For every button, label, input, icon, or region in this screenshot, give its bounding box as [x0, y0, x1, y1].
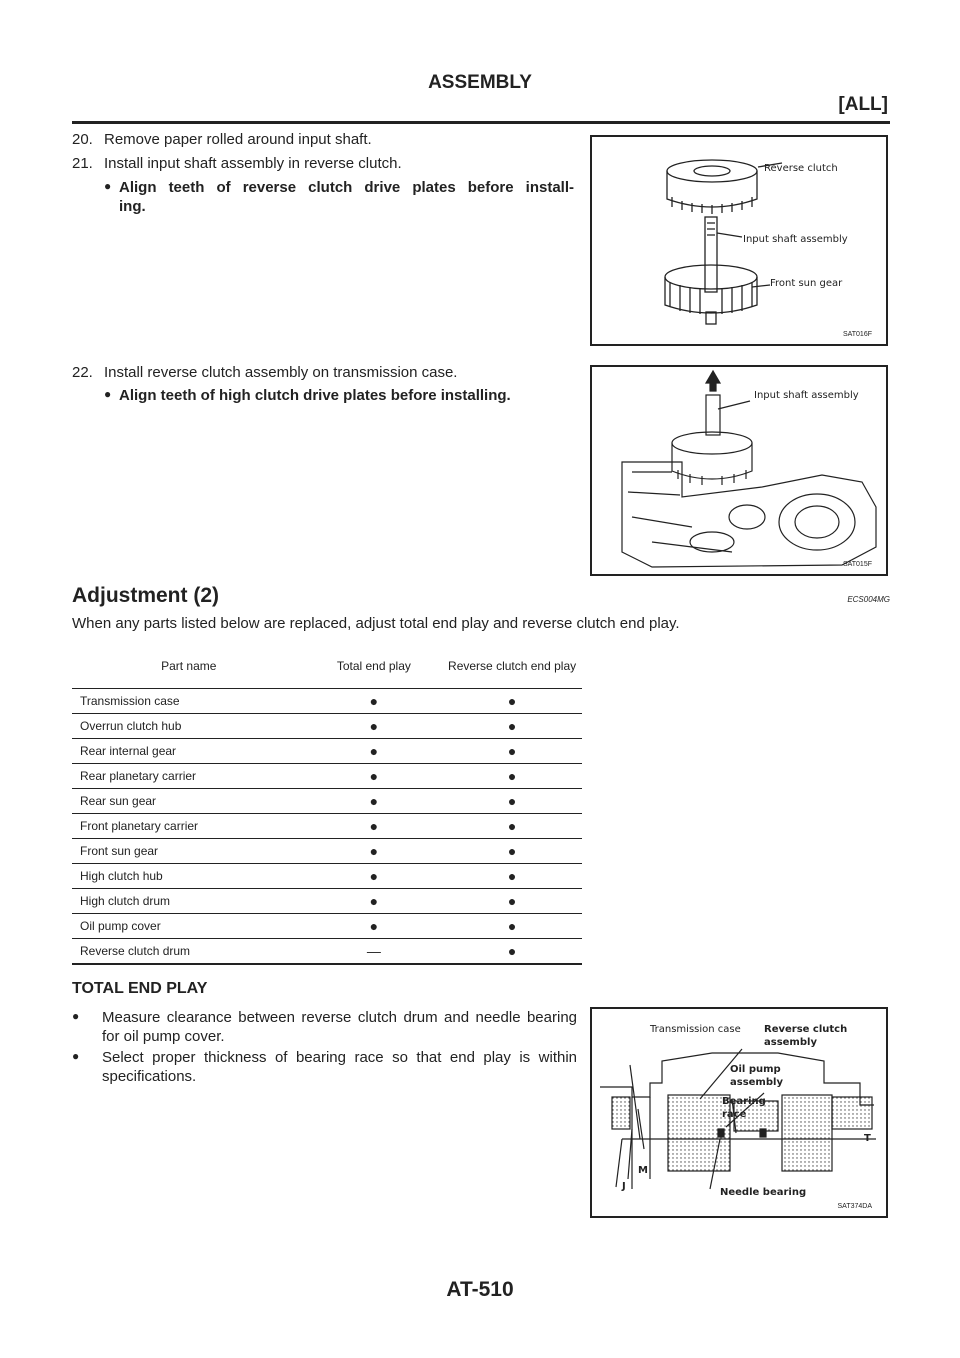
figure-transmission-case-install	[590, 365, 888, 576]
total-end-play-bullet-1	[72, 1008, 577, 1046]
table-row	[72, 714, 582, 739]
part-name: Rear planetary carrier	[72, 764, 306, 789]
reverse-clutch-end-play-mark: ●	[442, 864, 582, 889]
part-name: Reverse clutch drum	[72, 939, 306, 965]
label-bearing-race: Bearing race	[722, 1096, 766, 1120]
part-name: Front sun gear	[72, 839, 306, 864]
page-number: AT-510	[446, 1278, 514, 1301]
table-row	[72, 914, 582, 939]
reverse-clutch-end-play-mark: ●	[442, 789, 582, 814]
figure-code: SAT374DA	[837, 1203, 872, 1210]
bullet-icon: ●	[72, 1049, 80, 1063]
table-row	[72, 889, 582, 914]
note-text: Align teeth of high clutch drive plates before installing.	[119, 387, 511, 404]
table-row	[72, 864, 582, 889]
total-end-play-mark: ●	[306, 839, 443, 864]
reverse-clutch-end-play-mark: ●	[442, 889, 582, 914]
note-text-line2: ing.	[119, 198, 146, 215]
part-name: High clutch drum	[72, 889, 306, 914]
parts-table	[72, 643, 582, 965]
step-text: Install reverse clutch assembly on transmission case.	[104, 364, 458, 381]
figure-reverse-clutch-assembly	[590, 135, 888, 346]
total-end-play-mark: ●	[306, 714, 443, 739]
table-row	[72, 739, 582, 764]
step-21-note	[104, 178, 574, 216]
label-needle-bearing: Needle bearing	[720, 1187, 807, 1198]
label-reverse-clutch-assembly: Reverse clutch assembly	[764, 1024, 848, 1048]
label-input-shaft-assembly: Input shaft assembly	[754, 390, 859, 401]
bullet-text: Select proper thickness of bearing race so that end play is within specifications.	[102, 1049, 577, 1085]
label-transmission-case: Transmission case	[650, 1024, 741, 1035]
figure-code: SAT016F	[842, 331, 872, 338]
total-end-play-mark: ●	[306, 789, 443, 814]
part-name: High clutch hub	[72, 864, 306, 889]
bullet-text: Measure clearance between reverse clutch drum and needle bearing for oil pump cover.	[102, 1009, 577, 1045]
page-header-subtitle: [ALL]	[838, 94, 888, 115]
reverse-clutch-end-play-mark: ●	[442, 739, 582, 764]
reverse-clutch-end-play-mark: ●	[442, 764, 582, 789]
table-row	[72, 839, 582, 864]
reverse-clutch-end-play-mark: ●	[442, 914, 582, 939]
reverse-clutch-end-play-mark: ●	[442, 939, 582, 965]
step-22-note	[104, 386, 574, 405]
step-21	[72, 155, 402, 172]
reverse-clutch-end-play-mark: ●	[442, 714, 582, 739]
label-front-sun-gear: Front sun gear	[770, 278, 843, 289]
section-title: Adjustment (2)	[72, 584, 219, 607]
table-row	[72, 789, 582, 814]
step-20	[72, 131, 372, 148]
step-number: 20.	[72, 131, 93, 148]
step-number: 22.	[72, 364, 93, 381]
reverse-clutch-end-play-mark: ●	[442, 814, 582, 839]
header-total-end-play: Total end play	[306, 643, 443, 689]
table-row	[72, 939, 582, 965]
table-row	[72, 689, 582, 714]
figure-code: SAT015F	[842, 561, 872, 568]
label-j: J	[622, 1181, 626, 1192]
label-t1: T	[864, 1133, 871, 1144]
table-header-row	[72, 643, 582, 689]
step-text: Install input shaft assembly in reverse clutch.	[104, 155, 402, 172]
total-end-play-bullet-2	[72, 1048, 577, 1086]
part-name: Rear sun gear	[72, 789, 306, 814]
bullet-icon: ●	[72, 1009, 80, 1023]
label-input-shaft-assembly: Input shaft assembly	[743, 234, 848, 245]
bullet-icon: ●	[104, 179, 112, 193]
total-end-play-mark: ●	[306, 914, 443, 939]
total-end-play-mark: ●	[306, 864, 443, 889]
section-intro: When any parts listed below are replaced, adjust total end play and reverse clutch end play.	[72, 615, 680, 632]
header-reverse-clutch-end-play: Reverse clutch end play	[442, 643, 582, 689]
label-m: M	[638, 1165, 648, 1176]
part-name: Overrun clutch hub	[72, 714, 306, 739]
part-name: Front planetary carrier	[72, 814, 306, 839]
total-end-play-mark: ●	[306, 689, 443, 714]
subsection-title: TOTAL END PLAY	[72, 980, 208, 997]
table-row	[72, 814, 582, 839]
total-end-play-mark: ●	[306, 739, 443, 764]
section-code: ECS004MG	[847, 595, 890, 604]
table-row	[72, 764, 582, 789]
part-name: Transmission case	[72, 689, 306, 714]
total-end-play-mark: ●	[306, 889, 443, 914]
reverse-clutch-end-play-mark: ●	[442, 839, 582, 864]
reverse-clutch-end-play-mark: ●	[442, 689, 582, 714]
figure-total-end-play	[590, 1007, 888, 1218]
note-text-line1: Align teeth of reverse clutch drive plates before install-	[119, 179, 574, 196]
step-22	[72, 364, 457, 381]
total-end-play-mark: ●	[306, 764, 443, 789]
page-header-title: ASSEMBLY	[428, 72, 532, 93]
part-name: Oil pump cover	[72, 914, 306, 939]
bullet-icon: ●	[104, 387, 112, 401]
total-end-play-mark: ●	[306, 814, 443, 839]
part-name: Rear internal gear	[72, 739, 306, 764]
step-text: Remove paper rolled around input shaft.	[104, 131, 372, 148]
label-reverse-clutch: Reverse clutch	[764, 163, 838, 174]
label-oil-pump-assembly: Oil pump assembly	[730, 1064, 783, 1088]
step-number: 21.	[72, 155, 93, 172]
total-end-play-mark: —	[306, 939, 443, 965]
header-part-name: Part name	[72, 643, 306, 689]
header-divider	[72, 121, 890, 124]
